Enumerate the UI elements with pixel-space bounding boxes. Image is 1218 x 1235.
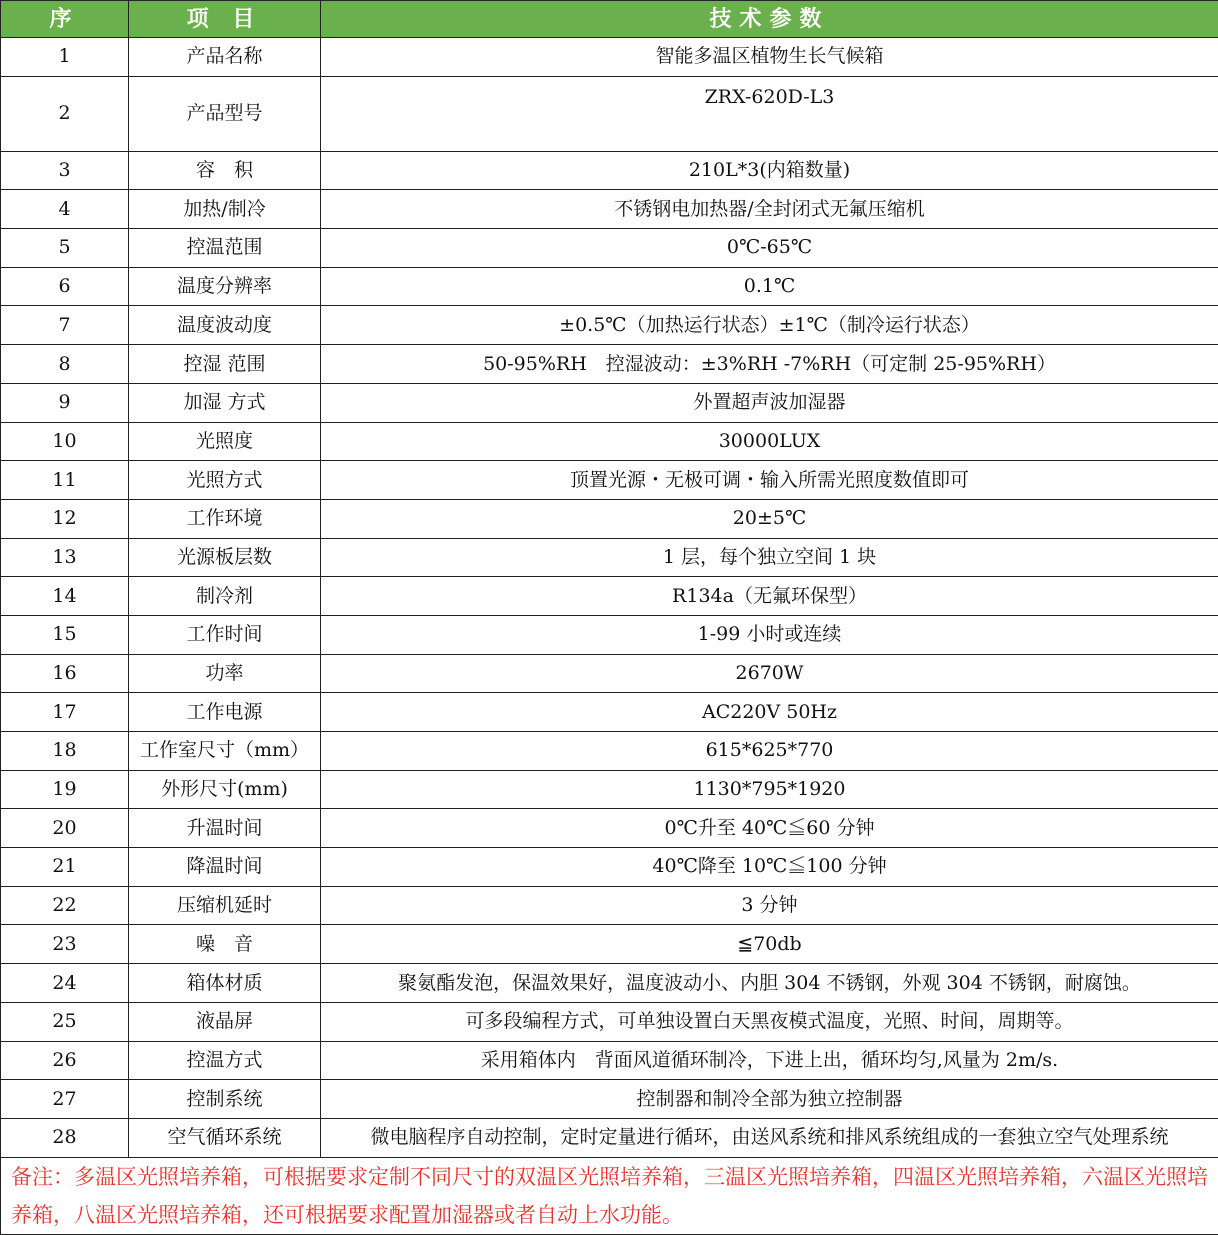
row-value: 0.1℃ <box>321 267 1218 306</box>
spec-rows <box>1 38 1218 1158</box>
note-cell <box>1 1157 1218 1234</box>
row-item: 控制系统 <box>129 1080 321 1119</box>
row-item: 产品型号 <box>129 76 321 151</box>
table-row <box>1 38 1218 77</box>
table-row <box>1 1002 1218 1041</box>
row-item: 容 积 <box>129 151 321 190</box>
row-number: 5 <box>1 229 129 268</box>
row-number: 14 <box>1 577 129 616</box>
table-row <box>1 654 1218 693</box>
row-number: 20 <box>1 809 129 848</box>
row-number: 18 <box>1 732 129 771</box>
row-number: 16 <box>1 654 129 693</box>
table-row <box>1 886 1218 925</box>
table-row <box>1 151 1218 190</box>
row-item: 控湿 范围 <box>129 345 321 384</box>
row-number: 23 <box>1 925 129 964</box>
row-number: 4 <box>1 190 129 229</box>
row-value: R134a（无氟环保型） <box>321 577 1218 616</box>
row-value: 智能多温区植物生长气候箱 <box>321 38 1218 77</box>
table-row <box>1 267 1218 306</box>
row-number: 11 <box>1 461 129 500</box>
row-item: 箱体材质 <box>129 964 321 1003</box>
row-item: 光源板层数 <box>129 538 321 577</box>
row-item: 光照度 <box>129 422 321 461</box>
row-number: 24 <box>1 964 129 1003</box>
row-number: 21 <box>1 848 129 887</box>
row-item: 工作室尺寸（mm） <box>129 732 321 771</box>
table-row <box>1 809 1218 848</box>
row-number: 9 <box>1 383 129 422</box>
header-value: 技术参数 <box>321 1 1218 38</box>
row-value: 1 层，每个独立空间 1 块 <box>321 538 1218 577</box>
row-item: 制冷剂 <box>129 577 321 616</box>
row-item: 降温时间 <box>129 848 321 887</box>
row-value: 210L*3(内箱数量) <box>321 151 1218 190</box>
row-number: 19 <box>1 770 129 809</box>
row-item: 产品名称 <box>129 38 321 77</box>
table-row <box>1 1118 1218 1157</box>
header-row <box>1 1 1218 38</box>
row-item: 加热/制冷 <box>129 190 321 229</box>
row-value: 聚氨酯发泡，保温效果好，温度波动小、内胆 304 不锈钢，外观 304 不锈钢，耐腐蚀。 <box>321 964 1218 1003</box>
row-value: 30000LUX <box>321 422 1218 461</box>
row-value: 微电脑程序自动控制，定时定量进行循环，由送风系统和排风系统组成的一套独立空气处理系统 <box>321 1118 1218 1157</box>
row-number: 10 <box>1 422 129 461</box>
row-value: 40℃降至 10℃≦100 分钟 <box>321 848 1218 887</box>
row-value: 外置超声波加湿器 <box>321 383 1218 422</box>
row-value: 1130*795*1920 <box>321 770 1218 809</box>
row-value: 可多段编程方式，可单独设置白天黑夜模式温度，光照、时间，周期等。 <box>321 1002 1218 1041</box>
note-text: 多温区光照培养箱，可根据要求定制不同尺寸的双温区光照培养箱，三温区光照培养箱，四温区光照培养箱，六温区光照培养箱，八温区光照培养箱，还可根据要求配置加湿器或者自动上水功能。 <box>11 1165 1208 1227</box>
row-number: 1 <box>1 38 129 77</box>
row-value: 2670W <box>321 654 1218 693</box>
table-row <box>1 538 1218 577</box>
table-row <box>1 732 1218 771</box>
note-label: 备注： <box>11 1165 74 1189</box>
table-row <box>1 383 1218 422</box>
row-number: 2 <box>1 76 129 151</box>
row-number: 27 <box>1 1080 129 1119</box>
row-item: 工作电源 <box>129 693 321 732</box>
table-row <box>1 76 1218 151</box>
row-value: 1-99 小时或连续 <box>321 615 1218 654</box>
row-item: 加湿 方式 <box>129 383 321 422</box>
table-row <box>1 964 1218 1003</box>
row-item: 液晶屏 <box>129 1002 321 1041</box>
row-item: 空气循环系统 <box>129 1118 321 1157</box>
row-item: 噪 音 <box>129 925 321 964</box>
row-value: 615*625*770 <box>321 732 1218 771</box>
row-value: ZRX-620D-L3 <box>321 76 1218 151</box>
row-number: 3 <box>1 151 129 190</box>
row-number: 26 <box>1 1041 129 1080</box>
row-value: ±0.5℃（加热运行状态）±1℃（制冷运行状态） <box>321 306 1218 345</box>
row-value: 采用箱体内 背面风道循环制冷，下进上出，循环均匀,风量为 2m/s. <box>321 1041 1218 1080</box>
table-row <box>1 461 1218 500</box>
table-row <box>1 1080 1218 1119</box>
table-row <box>1 1041 1218 1080</box>
row-value: 3 分钟 <box>321 886 1218 925</box>
row-item: 工作环境 <box>129 499 321 538</box>
table-row <box>1 577 1218 616</box>
table-row <box>1 190 1218 229</box>
row-item: 温度波动度 <box>129 306 321 345</box>
row-item: 控温方式 <box>129 1041 321 1080</box>
row-number: 6 <box>1 267 129 306</box>
row-number: 25 <box>1 1002 129 1041</box>
row-value: ≦70db <box>321 925 1218 964</box>
table-row <box>1 229 1218 268</box>
table-row <box>1 345 1218 384</box>
row-value: 0℃-65℃ <box>321 229 1218 268</box>
table-row <box>1 925 1218 964</box>
table-row <box>1 770 1218 809</box>
row-value: 20±5℃ <box>321 499 1218 538</box>
row-item: 工作时间 <box>129 615 321 654</box>
header-item: 项 目 <box>129 1 321 38</box>
row-number: 28 <box>1 1118 129 1157</box>
row-number: 7 <box>1 306 129 345</box>
row-number: 17 <box>1 693 129 732</box>
table-row <box>1 615 1218 654</box>
row-value: 控制器和制冷全部为独立控制器 <box>321 1080 1218 1119</box>
row-number: 12 <box>1 499 129 538</box>
row-number: 15 <box>1 615 129 654</box>
row-number: 8 <box>1 345 129 384</box>
table-row <box>1 499 1218 538</box>
row-number: 22 <box>1 886 129 925</box>
header-no: 序 <box>1 1 129 38</box>
row-item: 光照方式 <box>129 461 321 500</box>
row-value: 顶置光源・无极可调・输入所需光照度数值即可 <box>321 461 1218 500</box>
row-item: 功率 <box>129 654 321 693</box>
row-item: 外形尺寸(mm) <box>129 770 321 809</box>
row-number: 13 <box>1 538 129 577</box>
table-row <box>1 693 1218 732</box>
row-item: 控温范围 <box>129 229 321 268</box>
table-row <box>1 848 1218 887</box>
row-value: 50-95%RH 控湿波动：±3%RH -7%RH（可定制 25-95%RH） <box>321 345 1218 384</box>
table-row <box>1 306 1218 345</box>
row-value: 不锈钢电加热器/全封闭式无氟压缩机 <box>321 190 1218 229</box>
row-item: 升温时间 <box>129 809 321 848</box>
row-item: 压缩机延时 <box>129 886 321 925</box>
row-value: 0℃升至 40℃≦60 分钟 <box>321 809 1218 848</box>
table-row <box>1 422 1218 461</box>
row-item: 温度分辨率 <box>129 267 321 306</box>
row-value: AC220V 50Hz <box>321 693 1218 732</box>
note-row <box>1 1157 1218 1234</box>
